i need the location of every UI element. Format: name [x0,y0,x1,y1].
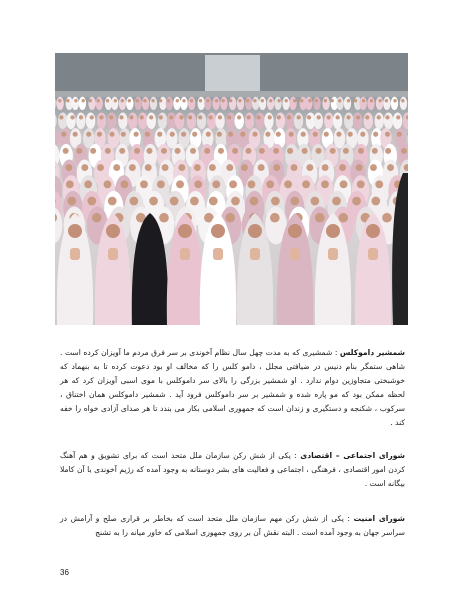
section-ecosoc [60,449,405,491]
page-number: 36 [60,568,69,577]
section-term: شورای امنیت [353,514,405,523]
section-body: : یکی از شش رکن سازمان ملل متحد است که برای تشویق و هم آهنگ کردن امور اقتصادی ، فرهنگی ، اجتماعی و فعالیت های بشر دوستانه به وجود آمده که رژیم آخوندی با آن کاملا بیگانه است . [60,451,405,488]
section-term: شورای اجتماعی – اقتصادی [300,451,405,460]
section-body: : شمشیری که به مدت چهل سال نظام آخوندی بر سر فرق مردم ما آویزان کرده است . شاهی ستمگر بنام دنیس در ضیافتی مجلل ، دامو کلس را که مخالف او بود دعوت کرده تا به بنهماد که خوشبختی متجاوزین دوام ندارد . او شمشیر بزرگی را بالای سر داموکلس با موی اسبی آویزان کرد که هر لحظه ممکن بود که مو پاره شده و شمشیر بر سر داموکلس فرود آید . شمشیر داموکلس همان اختناق ، سرکوب ، شکنجه و دستگیری و زندان است که جمهوری اسلامی بکار می بندد تا هر صدای آزادی خواه را خفه کند . [60,348,405,427]
section-term: شمشیر داموکلس [339,348,406,357]
section-security-council [60,512,405,540]
section-damocles [60,346,405,430]
photo-girls-ceremony [55,53,408,325]
photo-illustration [55,53,408,325]
section-body: : یکی از شش رکن مهم سازمان ملل متحد است که بخاطر بر قراری صلح و آرامش در سراسر جهان به وجود آمده است . البته نقش آن بر روی جمهوری اسلامی که خاور میانه را به تشنج [60,514,405,537]
